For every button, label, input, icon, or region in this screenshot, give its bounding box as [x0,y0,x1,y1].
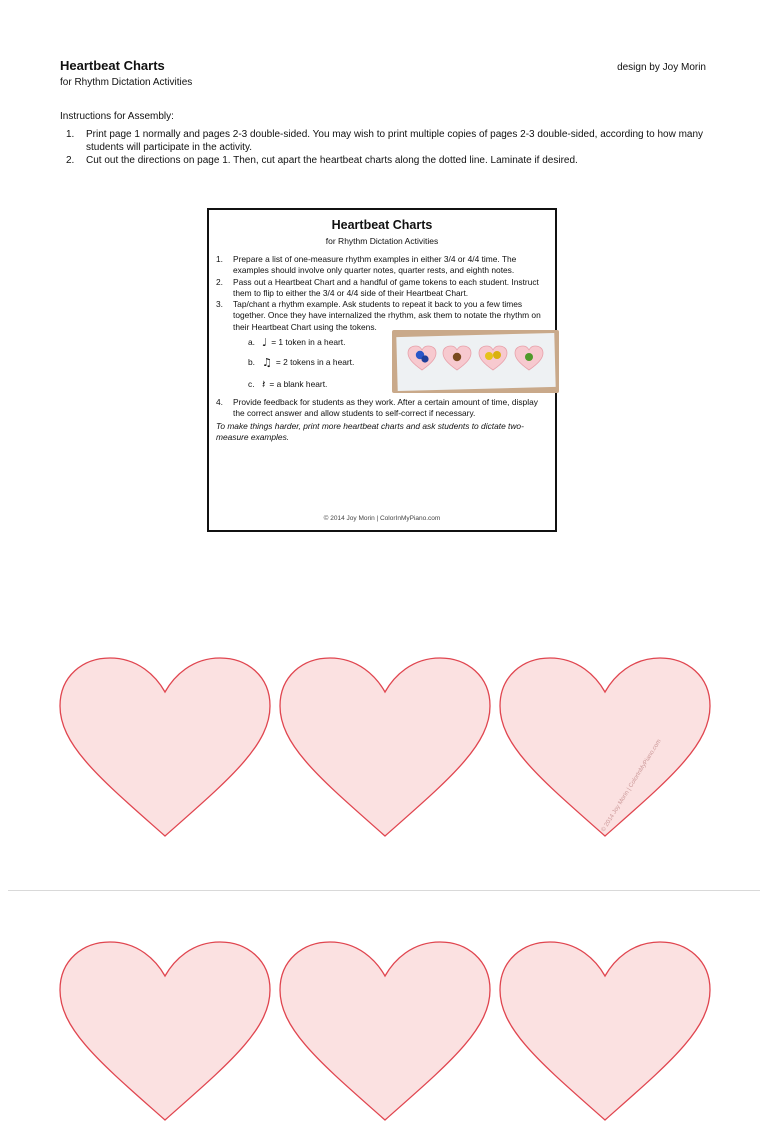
heart-chart-4 [58,940,272,1126]
quarter-note-icon: ♩ [262,336,268,350]
card-step-3 [216,299,547,333]
eighth-notes-icon: ♫ [262,356,272,370]
card-step-1 [216,254,547,277]
legend-eighth-notes [248,357,354,368]
instruction-text: Print page 1 normally and pages 2-3 double-sided. You may wish to print multiple copies of pages 2-3 double-sided, according to how many students will participate in the activity. [86,129,704,153]
instruction-item-1 [66,129,706,154]
card-step-4 [216,397,547,420]
step-number: 2. [216,276,223,287]
quarter-rest-icon: 𝄽 [262,378,266,392]
tokens-photo [392,330,559,393]
card-step-2 [216,277,547,300]
step-number: 1. [216,254,223,264]
step-text: Pass out a Heartbeat Chart and a handful of game tokens to each student. Instruct them to flip to either the 3/4 or 4/4 side of their Heartbeat Chart. [233,276,539,298]
heart-chart-6 [498,940,712,1126]
document-title: Heartbeat Charts [60,58,165,73]
instruction-item-2 [66,155,706,168]
step-number: 4. [216,397,223,408]
heart-chart-1 [58,656,272,842]
instruction-text: Cut out the directions on page 1. Then, cut apart the heartbeat charts along the dotted line. Laminate if desired. [86,155,578,166]
card-note: To make things harder, print more heartbeat charts and ask students to dictate two-measure examples. [216,420,524,442]
legend-letter: a. [248,337,255,348]
legend-text: = a blank heart. [269,379,328,390]
design-credit: design by Joy Morin [617,62,706,73]
green-token-icon [525,353,533,361]
step-text: Tap/chant a rhythm example. Ask students to repeat it back to you a few times together. Once they have internalized the rhythm, ask them to notate the rhythm on their Heartbeat Chart using the tokens. [233,299,541,332]
instructions-heading: Instructions for Assembly: [60,111,174,122]
legend-letter: b. [248,357,255,368]
rhythm-legend [216,333,547,397]
legend-quarter-rest [248,379,327,390]
instructions-list [66,129,706,169]
card-title: Heartbeat Charts [331,218,433,232]
legend-letter: c. [248,379,255,390]
legend-text: = 2 tokens in a heart. [275,357,355,368]
legend-quarter-note [248,337,345,348]
blue-token-icon [421,355,428,362]
heart-chart-2 [278,656,492,842]
instruction-number: 1. [66,129,75,140]
cut-line [8,890,760,891]
heart-chart-5 [278,940,492,1126]
legend-text: = 1 token in a heart. [271,337,346,348]
yellow-token-icon [485,352,493,360]
card-subtitle: for Rhythm Dictation Activities [325,236,439,246]
directions-card [207,208,557,532]
card-copyright: © 2014 Joy Morin | ColorInMyPiano.com [323,515,441,522]
document-subtitle: for Rhythm Dictation Activities [60,77,193,88]
step-text: Provide feedback for students as they work. After a certain amount of time, display the correct answer and allow students to self-correct if necessary. [233,397,538,419]
heart-chart-3 [498,656,712,842]
brown-token-icon [453,353,461,361]
card-body [216,254,547,443]
instruction-number: 2. [66,155,75,166]
yellow-token-icon [493,351,501,359]
heart-watermark: © 2014 Joy Morin | ColorInMyPiano.com [600,738,663,834]
step-text: Prepare a list of one-measure rhythm examples in either 3/4 or 4/4 time. The examples should involve only quarter notes, quarter rests, and eighth notes. [233,254,517,276]
step-number: 3. [216,299,223,310]
